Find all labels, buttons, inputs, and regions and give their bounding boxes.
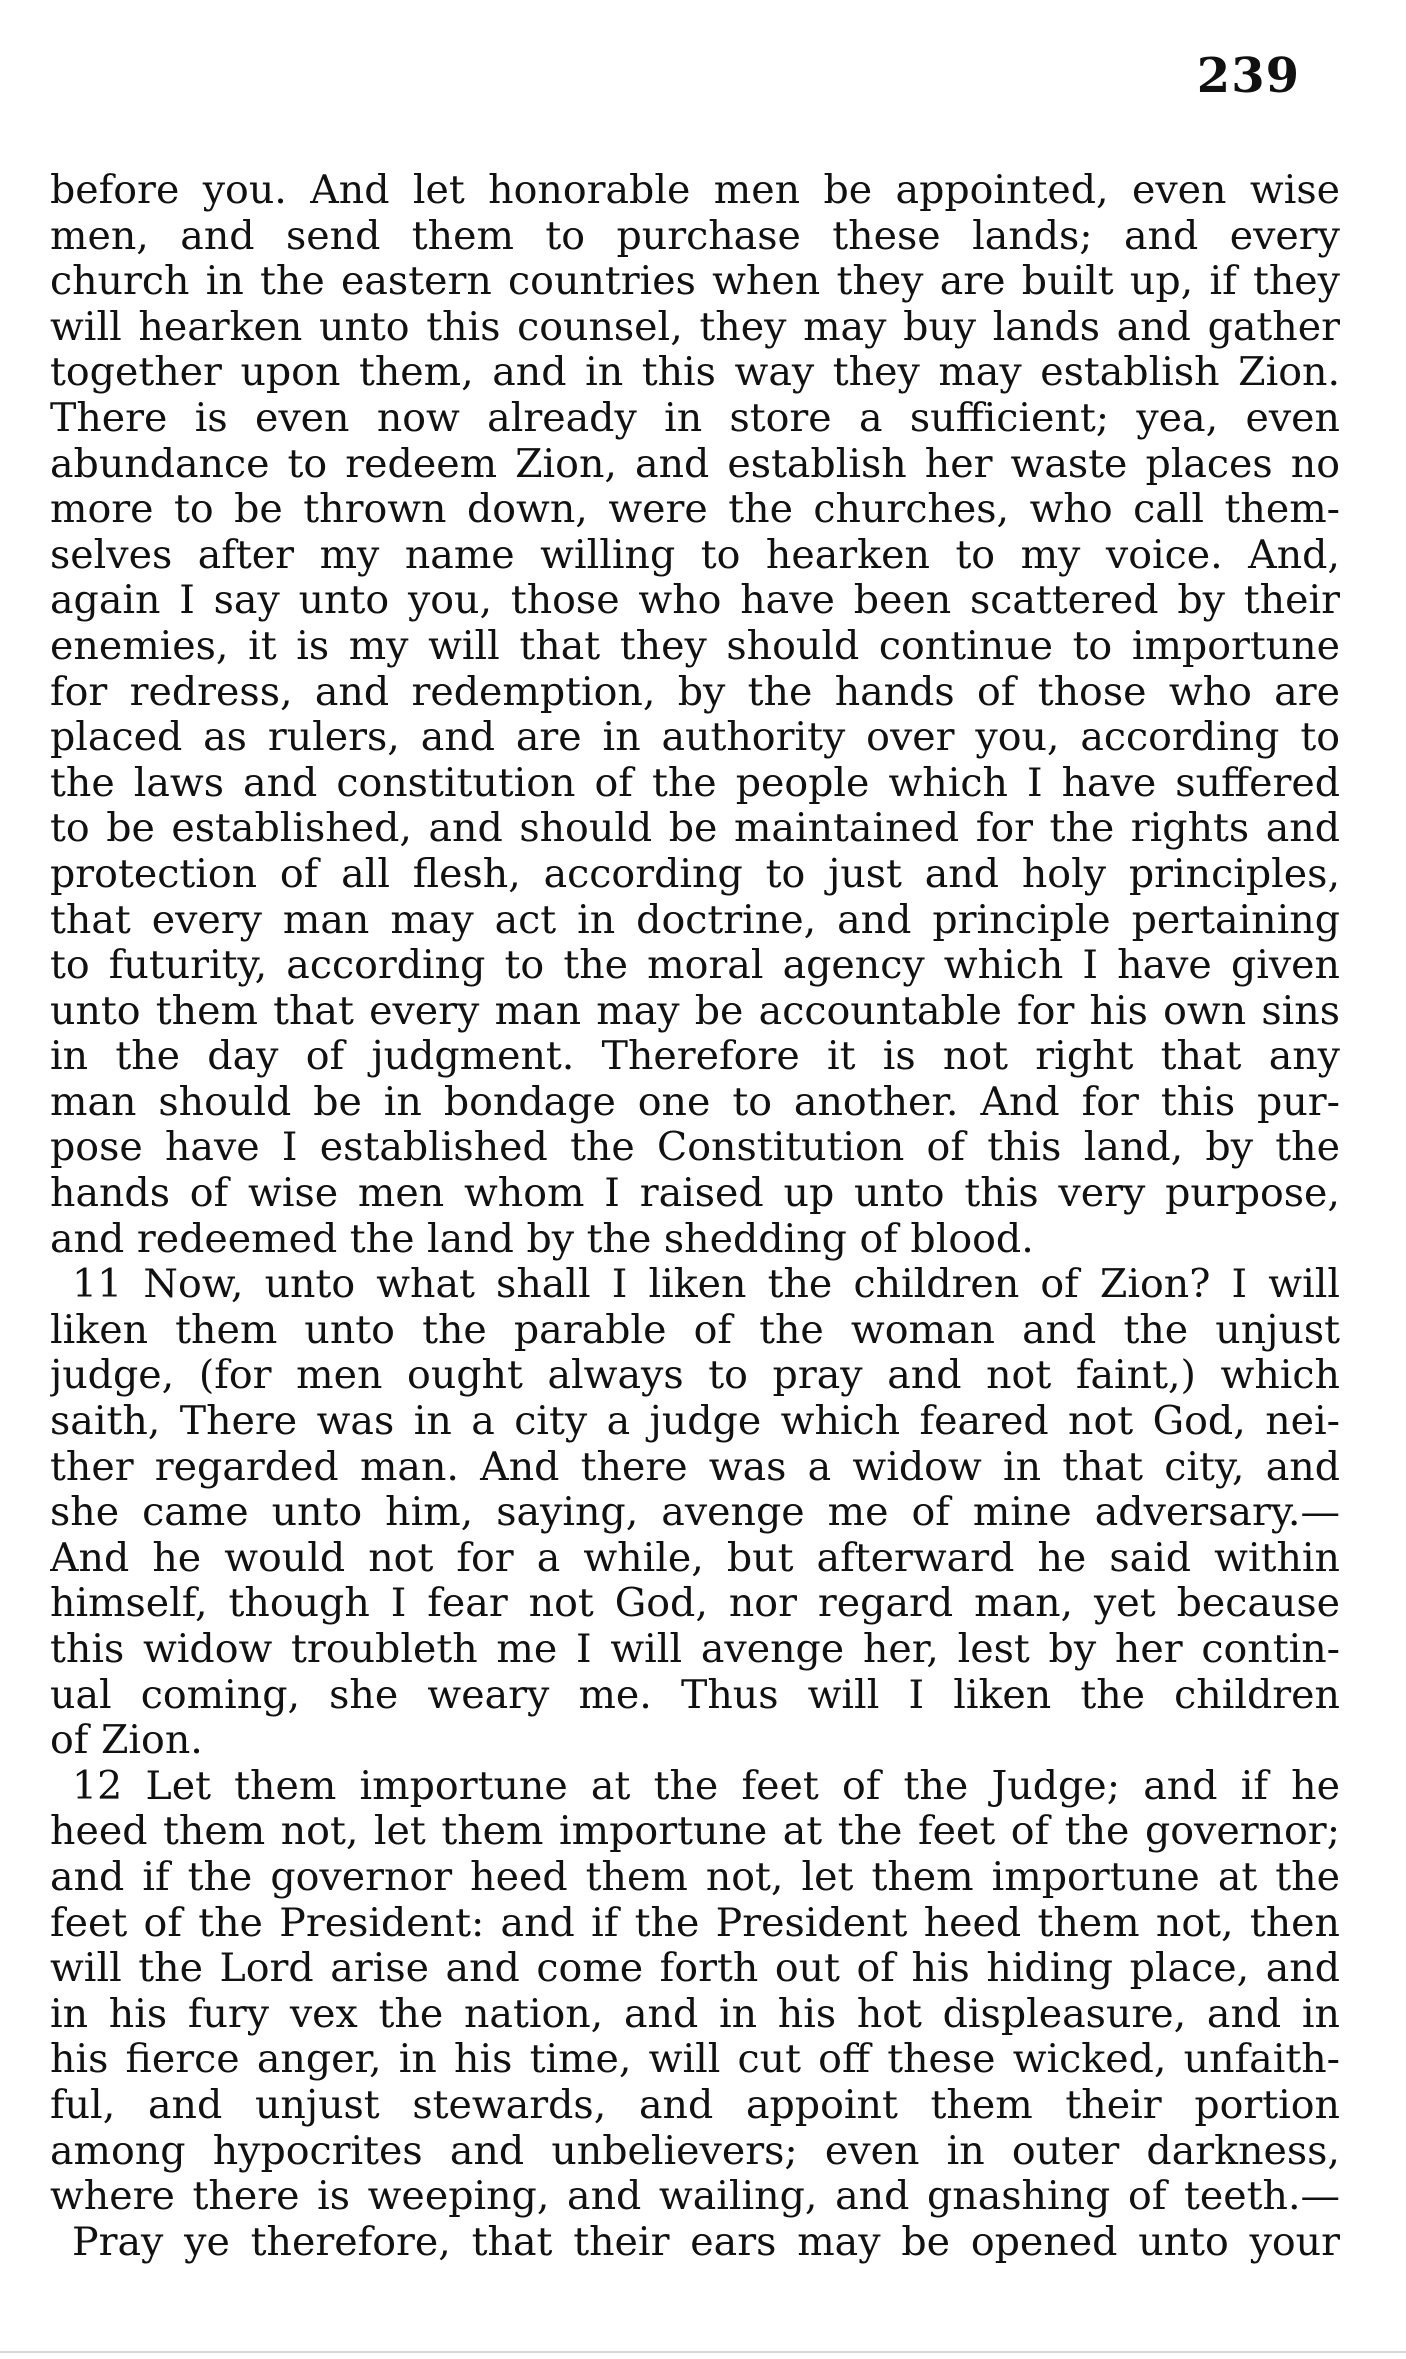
text-line: enemies, it is my will that they should continue to importune	[50, 623, 1340, 669]
text-line: this widow troubleth me I will avenge her, lest by her contin-	[50, 1627, 1340, 1672]
text-line: among hypocrites and unbelievers; even in outer darkness,	[50, 2128, 1340, 2174]
text-line: judge, (for men ought always to pray and not faint,) which	[50, 1353, 1340, 1399]
text-line: and if the governor heed them not, let them importune at the	[50, 1854, 1340, 1900]
text-line: in his fury vex the nation, and in his hot displeasure, and in	[50, 1991, 1340, 2037]
text-line: Pray ye therefore, that their ears may be opened unto your	[72, 2219, 1340, 2265]
verse-11-start: 11 Now, unto what shall I liken the children of Zion? I will	[72, 1262, 1340, 1308]
page-bottom-edge	[0, 2351, 1406, 2353]
text-line: before you. And let honorable men be appointed, even wise	[50, 168, 1340, 213]
text-line: men, and send them to purchase these lands; and every	[50, 213, 1340, 259]
text-line: for redress, and redemption, by the hands of those who are	[50, 669, 1340, 715]
text-line: heed them not, let them importune at the feet of the governor;	[50, 1809, 1340, 1855]
page-text	[50, 168, 1340, 2265]
text-line: she came unto him, saying, avenge me of mine adversary.—	[50, 1490, 1340, 1536]
text-line: And he would not for a while, but afterward he said within	[50, 1535, 1340, 1581]
text-line: saith, There was in a city a judge which feared not God, nei-	[50, 1399, 1340, 1445]
text-line: and redeemed the land by the shedding of blood.	[50, 1216, 1034, 1262]
text-line: ther regarded man. And there was a widow in that city, and	[50, 1444, 1340, 1490]
text-line: ful, and unjust stewards, and appoint them their portion	[50, 2082, 1340, 2128]
page-number: 239	[1196, 48, 1300, 104]
text-line: the laws and constitution of the people which I have suffered	[50, 760, 1340, 806]
text-line: will hearken unto this counsel, they may buy lands and gather	[50, 304, 1340, 350]
text-line: feet of the President: and if the President heed them not, then	[50, 1900, 1340, 1946]
text-line: ual coming, she weary me. Thus will I liken the children	[50, 1672, 1340, 1718]
text-line: more to be thrown down, were the churches, who call them-	[50, 487, 1340, 533]
text-line: to futurity, according to the moral agency which I have given	[50, 943, 1340, 989]
text-line: together upon them, and in this way they may establish Zion.	[50, 350, 1340, 396]
text-line: of Zion.	[50, 1718, 203, 1764]
text-line: unto them that every man may be accountable for his own sins	[50, 988, 1340, 1034]
text-line: to be established, and should be maintained for the rights and	[50, 806, 1340, 852]
text-line: liken them unto the parable of the woman and the unjust	[50, 1307, 1340, 1353]
text-line: church in the eastern countries when they are built up, if they	[50, 259, 1340, 305]
text-line: protection of all flesh, according to just and holy principles,	[50, 851, 1340, 897]
text-line: will the Lord arise and come forth out of his hiding place, and	[50, 1946, 1340, 1992]
text-line: in the day of judgment. Therefore it is not right that any	[50, 1034, 1340, 1080]
text-line: man should be in bondage one to another. And for this pur-	[50, 1079, 1340, 1125]
verse-12-start: 12 Let them importune at the feet of the Judge; and if he	[72, 1763, 1340, 1809]
text-line: his fierce anger, in his time, will cut off these wicked, unfaith-	[50, 2037, 1340, 2083]
text-line: himself, though I fear not God, nor regard man, yet because	[50, 1581, 1340, 1627]
text-line: pose have I established the Constitution of this land, by the	[50, 1125, 1340, 1171]
text-line: selves after my name willing to hearken to my voice. And,	[50, 532, 1340, 578]
text-line: There is even now already in store a sufficient; yea, even	[50, 395, 1340, 441]
text-line: that every man may act in doctrine, and principle pertaining	[50, 897, 1340, 943]
text-line: hands of wise men whom I raised up unto this very purpose,	[50, 1171, 1340, 1217]
text-line: abundance to redeem Zion, and establish her waste places no	[50, 441, 1340, 487]
text-line: where there is weeping, and wailing, and gnashing of teeth.—	[50, 2174, 1340, 2220]
text-line: again I say unto you, those who have been scattered by their	[50, 578, 1340, 624]
text-line: placed as rulers, and are in authority over you, according to	[50, 715, 1340, 761]
